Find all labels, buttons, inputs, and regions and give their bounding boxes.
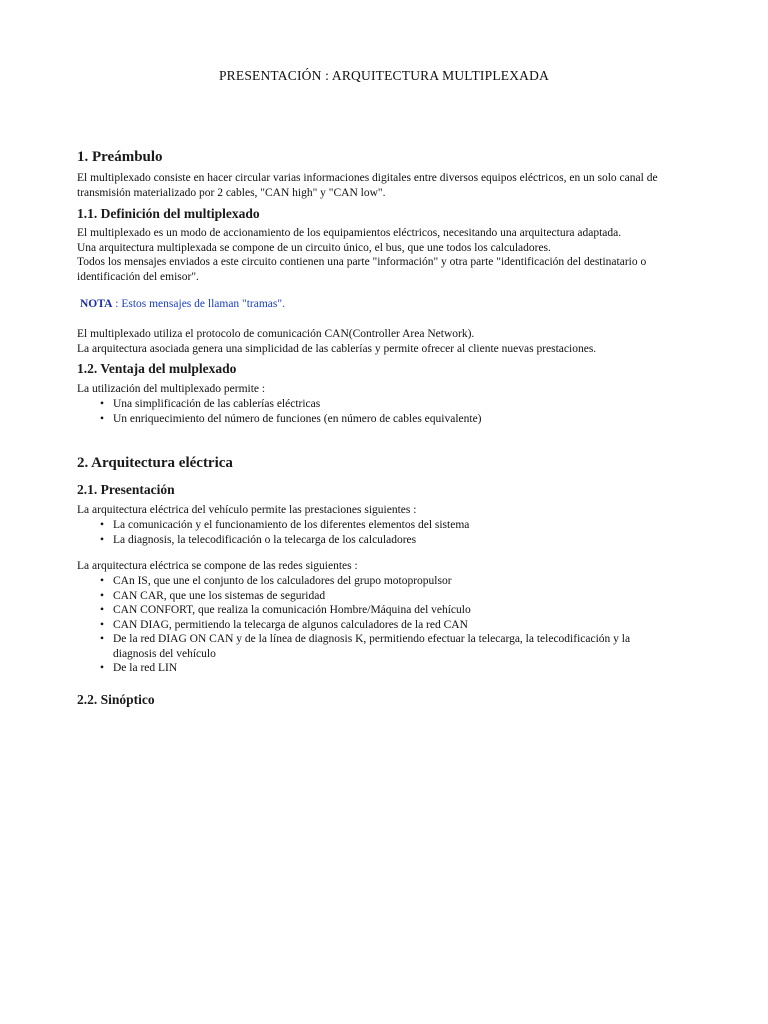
heading-sinoptico: 2.2. Sinóptico [77,692,155,707]
bullet-icon: • [100,618,105,631]
list-item-text: CAN CONFORT, que realiza la comunicación Hombre/Máquina del vehículo [113,604,471,616]
list-item-text: CAN DIAG, permitiendo la telecarga de algunos calculadores de la red CAN [113,618,468,631]
list-item-text: La comunicación y el funcionamiento de los diferentes elementos del sistema [113,519,470,531]
text-line: El multiplexado utiliza el protocolo de comunicación CAN(Controller Area Network). [77,328,475,340]
heading-arquitectura-electrica: 2. Arquitectura eléctrica [77,455,233,471]
bullet-icon: • [100,398,105,410]
bullet-icon: • [100,589,105,602]
list-item-text: CAN CAR, que une los sistemas de seguridad [113,589,326,602]
note-text: : Estos mensajes de llaman "tramas". [112,298,285,310]
heading-presentacion: 2.1. Presentación [77,482,175,497]
paragraph-ventaja-intro [77,382,707,397]
list-item-text-continued: diagnosis del vehículo [113,647,216,660]
list-item [100,661,700,676]
paragraph-presentacion-intro [77,503,707,518]
list-prestaciones [100,518,700,547]
bullet-icon: • [100,604,105,616]
bullet-icon: • [100,633,105,645]
list-item-text: De la red DIAG ON CAN y de la línea de diagnosis K, permitiendo efectuar la telecarga, la telecodificación y la [113,633,631,645]
heading-preambulo: 1. Preámbulo [77,149,163,165]
list-item-text: Una simplificación de las cablerías eléctricas [113,398,321,410]
text-line: El multiplexado consiste en hacer circular varias informaciones digitales entre diversos equipos eléctricos, en un solo canal de [77,172,658,184]
list-item-text: CAn IS, que une el conjunto de los calculadores del grupo motopropulsor [113,575,452,587]
list-item-text: De la red LIN [113,662,178,674]
list-redes [100,574,700,676]
text-line: La utilización del multiplexado permite : [77,383,266,395]
text-line: transmisión materializado por 2 cables, "CAN high" y "CAN low". [77,186,386,199]
note-tramas [80,298,285,310]
list-item-text: Un enriquecimiento del número de funciones (en número de cables equivalente) [113,412,482,425]
text-line: identificación del emisor". [77,270,199,283]
list-item-text: La diagnosis, la telecodificación o la telecarga de los calculadores [113,533,417,546]
text-line: Una arquitectura multiplexada se compone de un circuito único, el bus, que une todos los calculadores. [77,241,551,254]
list-item [100,589,700,604]
list-ventajas [100,397,700,426]
list-item [100,632,700,661]
bullet-icon: • [100,519,105,531]
list-item [100,618,700,633]
text-line: La arquitectura eléctrica se compone de las redes siguientes : [77,560,358,572]
paragraph-definicion [77,226,707,284]
list-item [100,533,700,548]
paragraph-redes-intro [77,559,707,574]
heading-ventaja-multiplexado: 1.2. Ventaja del mulplexado [77,361,237,376]
bullet-icon: • [100,662,105,674]
bullet-icon: • [100,412,105,425]
document-title: PRESENTACIÓN : ARQUITECTURA MULTIPLEXADA [218,68,550,83]
text-line: El multiplexado es un modo de accionamiento de los equipamientos eléctricos, necesitando una arquitectura adaptada. [77,227,622,239]
text-line: La arquitectura asociada genera una simplicidad de las cablerías y permite ofrecer al cliente nuevas prestaciones. [77,342,597,355]
heading-definicion-multiplexado: 1.1. Definición del multiplexado [77,206,260,221]
bullet-icon: • [100,533,105,546]
note-label: NOTA [80,298,113,310]
text-line: La arquitectura eléctrica del vehículo permite las prestaciones siguientes : [77,504,417,516]
list-item [100,397,700,412]
paragraph-protocolo-can [77,327,707,356]
list-item [100,603,700,618]
text-line: Todos los mensajes enviados a este circuito contienen una parte "información" y otra parte "identificación del destinatario o [77,256,647,268]
list-item [100,574,700,589]
list-item [100,412,700,427]
bullet-icon: • [100,575,105,587]
paragraph-preambulo [77,171,707,200]
list-item [100,518,700,533]
